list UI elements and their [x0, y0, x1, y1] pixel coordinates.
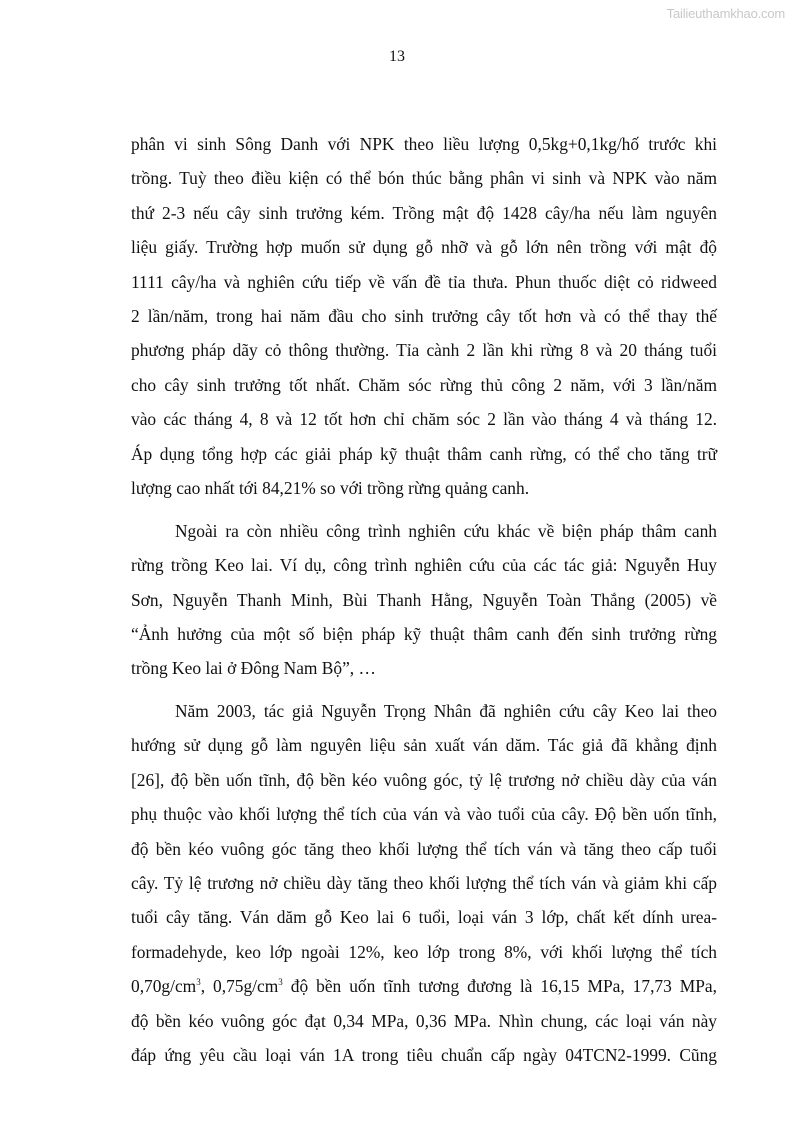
page-number: 13	[389, 48, 405, 65]
text-line: Ngoài ra còn nhiều công trình nghiên cứu khác về biện pháp thâm canh	[175, 521, 717, 541]
text-line: Sơn, Nguyễn Thanh Minh, Bùi Thanh Hằng, Nguyễn Toàn Thắng (2005) về	[131, 590, 717, 610]
text-line: lượng cao nhất tới 84,21% so với trồng rừng quảng canh.	[131, 478, 530, 498]
text-line: liệu giấy. Trường hợp muốn sử dụng gỗ nhỡ và gỗ lớn nên trồng với mật độ	[131, 237, 717, 257]
text-line: thứ 2-3 nếu cây sinh trưởng kém. Trồng mật độ 1428 cây/ha nếu làm nguyên	[131, 203, 717, 223]
text-line: cây. Tỷ lệ trương nở chiều dày tăng theo khối lượng thể tích ván và giảm khi cấp	[131, 873, 717, 893]
text-line: formadehyde, keo lớp ngoài 12%, keo lớp trong 8%, với khối lượng thể tích	[131, 942, 717, 962]
text-line: phân vi sinh Sông Danh với NPK theo liều lượng 0,5kg+0,1kg/hố trước khi	[131, 134, 717, 154]
density-1: 0,70g/cm	[131, 976, 197, 996]
text-line: tuổi cây tăng. Ván dăm gỗ Keo lai 6 tuổi, loại ván 3 lớp, chất kết dính urea-	[131, 907, 717, 927]
text-line: 2 lần/năm, trong hai năm đầu cho sinh trưởng cây tốt hơn và có thể thay thế	[131, 306, 717, 326]
text-line: trồng Keo lai ở Đông Nam Bộ”, …	[131, 658, 376, 678]
text-line: độ bền kéo vuông góc tăng theo khối lượng thể tích ván và tăng theo cấp tuổi	[131, 839, 717, 859]
text-segment: độ bền uốn tĩnh tương đương là 16,15 MPa, 17,73 MPa,	[282, 976, 717, 996]
text-line: Áp dụng tổng hợp các giải pháp kỹ thuật thâm canh rừng, có thể cho tăng trữ	[131, 444, 717, 464]
text-line: hướng sử dụng gỗ làm nguyên liệu sản xuất ván dăm. Tác giả đã khẳng định	[131, 735, 717, 755]
text-line: độ bền kéo vuông góc đạt 0,34 MPa, 0,36 MPa. Nhìn chung, các loại ván này	[131, 1011, 717, 1031]
text-line: phương pháp dãy cỏ thông thường. Tỉa cành 2 lần khi rừng 8 và 20 tháng tuổi	[131, 340, 717, 360]
text-line: Năm 2003, tác giả Nguyễn Trọng Nhân đã nghiên cứu cây Keo lai theo	[175, 701, 717, 721]
text-line: rừng trồng Keo lai. Ví dụ, công trình nghiên cứu của các tác giả: Nguyễn Huy	[131, 555, 717, 575]
text-line: 1111 cây/ha và nghiên cứu tiếp về vấn đề tỉa thưa. Phun thuốc diệt cỏ ridweed	[131, 272, 717, 292]
superscript: 3	[278, 977, 283, 987]
text-line: “Ảnh hưởng của một số biện pháp kỹ thuật thâm canh đến sinh trưởng rừng	[131, 624, 717, 644]
text-line: vào các tháng 4, 8 và 12 tốt hơn chỉ chăm sóc 2 lần vào tháng 4 và tháng 12.	[131, 409, 717, 429]
text-line: đáp ứng yêu cầu loại ván 1A trong tiêu chuẩn cấp ngày 04TCN2-1999. Cũng	[131, 1045, 717, 1065]
superscript: 3	[196, 977, 201, 987]
text-line: [26], độ bền uốn tĩnh, độ bền kéo vuông góc, tỷ lệ trương nở chiều dày của ván	[131, 770, 717, 790]
text-line: cho cây sinh trưởng tốt nhất. Chăm sóc rừng thủ công 2 năm, với 3 lần/năm	[131, 375, 717, 395]
watermark: Tailieuthamkhao.com	[666, 6, 785, 21]
density-2: , 0,75g/cm	[200, 976, 279, 996]
text-line-with-superscripts	[131, 975, 717, 997]
text-line: phụ thuộc vào khối lượng thể tích của ván và vào tuổi của cây. Độ bền uốn tĩnh,	[131, 804, 717, 824]
text-line: trồng. Tuỳ theo điều kiện có thể bón thúc bằng phân vi sinh và NPK vào năm	[131, 168, 717, 188]
